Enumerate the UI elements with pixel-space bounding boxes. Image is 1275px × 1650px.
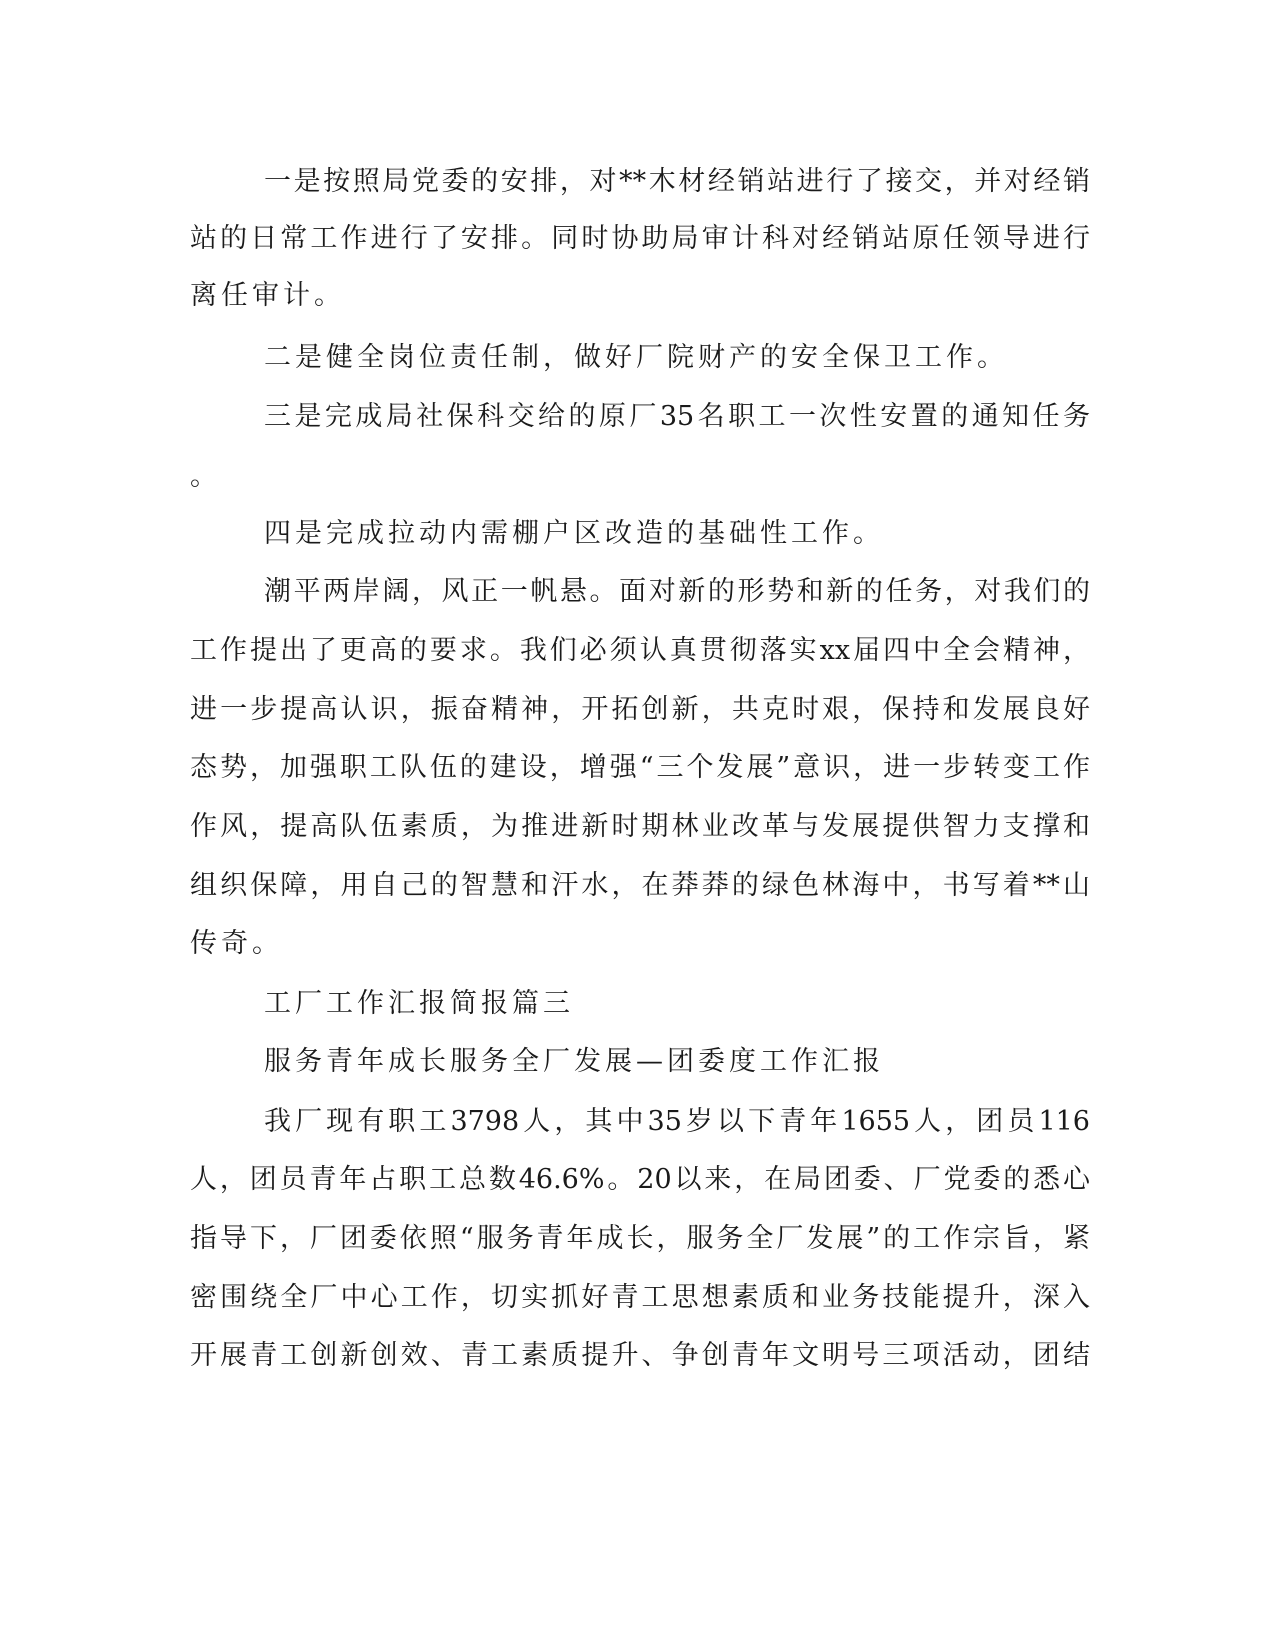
paragraph-line: 人，团员青年占职工总数46.6%。20以来，在局团委、厂党委的悉心 xyxy=(190,1164,1090,1195)
paragraph-line: 站的日常工作进行了安排。同时协助局审计科对经销站原任领导进行 xyxy=(190,223,1090,254)
paragraph-line: 指导下，厂团委依照“服务青年成长，服务全厂发展”的工作宗旨，紧 xyxy=(190,1223,1090,1254)
paragraph-line: 开展青工创新创效、青工素质提升、争创青年文明号三项活动，团结 xyxy=(190,1340,1090,1371)
paragraph-line: 我厂现有职工3798人，其中35岁以下青年1655人，团员116 xyxy=(264,1106,1090,1137)
section-heading: 工厂工作汇报简报篇三 xyxy=(264,988,574,1019)
paragraph-line: 离任审计。 xyxy=(190,280,345,311)
report-title: 服务青年成长服务全厂发展—团委度工作汇报 xyxy=(264,1046,884,1077)
paragraph-line: 进一步提高认识，振奋精神，开拓创新，共克时艰，保持和发展良好 xyxy=(190,694,1090,725)
paragraph-line: 二是健全岗位责任制，做好厂院财产的安全保卫工作。 xyxy=(264,342,1008,373)
paragraph-line: 潮平两岸阔，风正一帆悬。面对新的形势和新的任务，对我们的 xyxy=(264,576,1090,607)
paragraph-line: 作风，提高队伍素质，为推进新时期林业改革与发展提供智力支撑和 xyxy=(190,811,1090,842)
paragraph-line: 四是完成拉动内需棚户区改造的基础性工作。 xyxy=(264,518,884,549)
paragraph-line: 。 xyxy=(190,461,221,492)
paragraph-line: 态势，加强职工队伍的建设，增强“三个发展”意识，进一步转变工作 xyxy=(190,752,1090,783)
paragraph-line: 传奇。 xyxy=(190,928,283,959)
paragraph-line: 密围绕全厂中心工作，切实抓好青工思想素质和业务技能提升，深入 xyxy=(190,1282,1090,1313)
paragraph-line: 组织保障，用自己的智慧和汗水，在莽莽的绿色林海中，书写着**山 xyxy=(190,870,1090,901)
paragraph-line: 三是完成局社保科交给的原厂35名职工一次性安置的通知任务 xyxy=(264,401,1090,432)
paragraph-line: 工作提出了更高的要求。我们必须认真贯彻落实xx届四中全会精神， xyxy=(190,635,1090,666)
paragraph-line: 一是按照局党委的安排，对**木材经销站进行了接交，并对经销 xyxy=(264,166,1090,197)
